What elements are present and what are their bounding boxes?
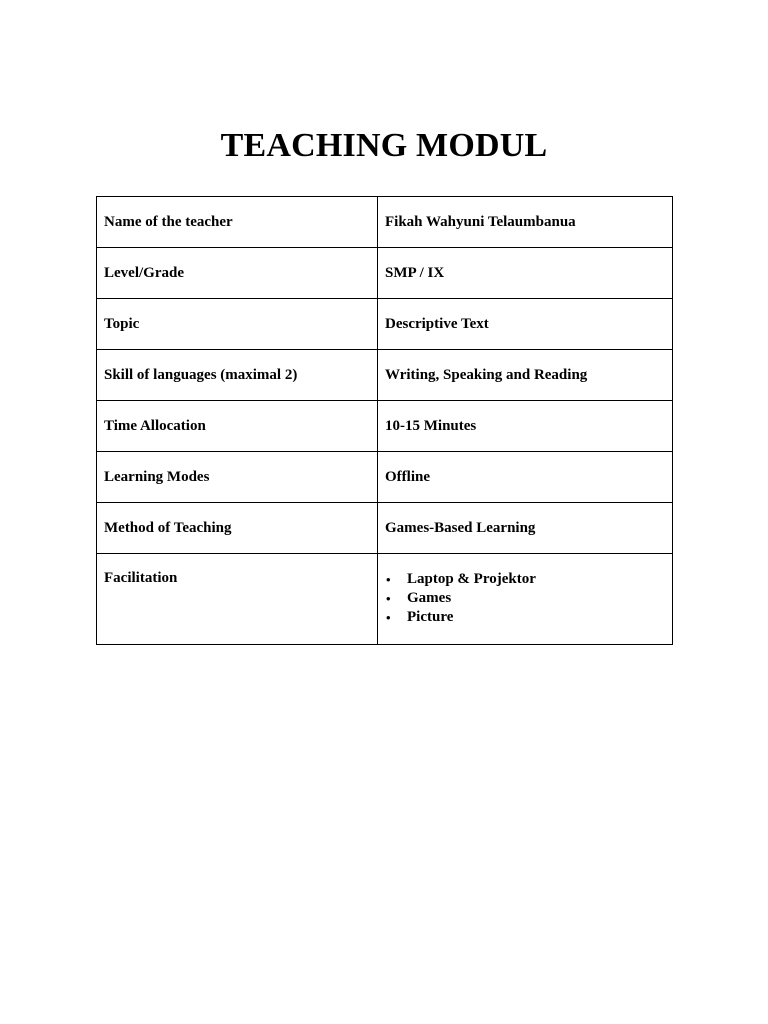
row-value: 10-15 Minutes	[378, 401, 673, 452]
row-label: Level/Grade	[97, 248, 378, 299]
table-row-skill-of-languages	[97, 350, 673, 401]
row-label: Name of the teacher	[97, 197, 378, 248]
row-label: Topic	[97, 299, 378, 350]
bullet-icon: •	[386, 572, 391, 587]
table-row-time-allocation	[97, 401, 673, 452]
row-label: Learning Modes	[97, 452, 378, 503]
table-row-method-of-teaching	[97, 503, 673, 554]
row-label: Skill of languages (maximal 2)	[97, 350, 378, 401]
list-item	[385, 608, 665, 627]
row-label: Method of Teaching	[97, 503, 378, 554]
table-row-facilitation	[97, 554, 673, 645]
table-row-teacher-name	[97, 197, 673, 248]
row-value: Games-Based Learning	[378, 503, 673, 554]
list-item-text: Picture	[407, 609, 454, 625]
bullet-icon: •	[386, 591, 391, 606]
list-item	[385, 570, 665, 589]
row-value: Writing, Speaking and Reading	[378, 350, 673, 401]
table-row-level-grade	[97, 248, 673, 299]
row-value	[378, 554, 673, 645]
teaching-module-table	[96, 196, 673, 645]
row-value: Fikah Wahyuni Telaumbanua	[378, 197, 673, 248]
bullet-icon: •	[386, 610, 391, 625]
table-row-learning-modes	[97, 452, 673, 503]
list-item-text: Laptop & Projektor	[407, 571, 536, 587]
table-row-topic	[97, 299, 673, 350]
facilitation-list	[385, 570, 665, 627]
row-value: SMP / IX	[378, 248, 673, 299]
page-title: TEACHING MODUL	[220, 127, 548, 164]
row-value: Descriptive Text	[378, 299, 673, 350]
row-value: Offline	[378, 452, 673, 503]
row-label: Facilitation	[97, 554, 378, 645]
row-label: Time Allocation	[97, 401, 378, 452]
list-item-text: Games	[407, 590, 452, 606]
list-item	[385, 589, 665, 608]
